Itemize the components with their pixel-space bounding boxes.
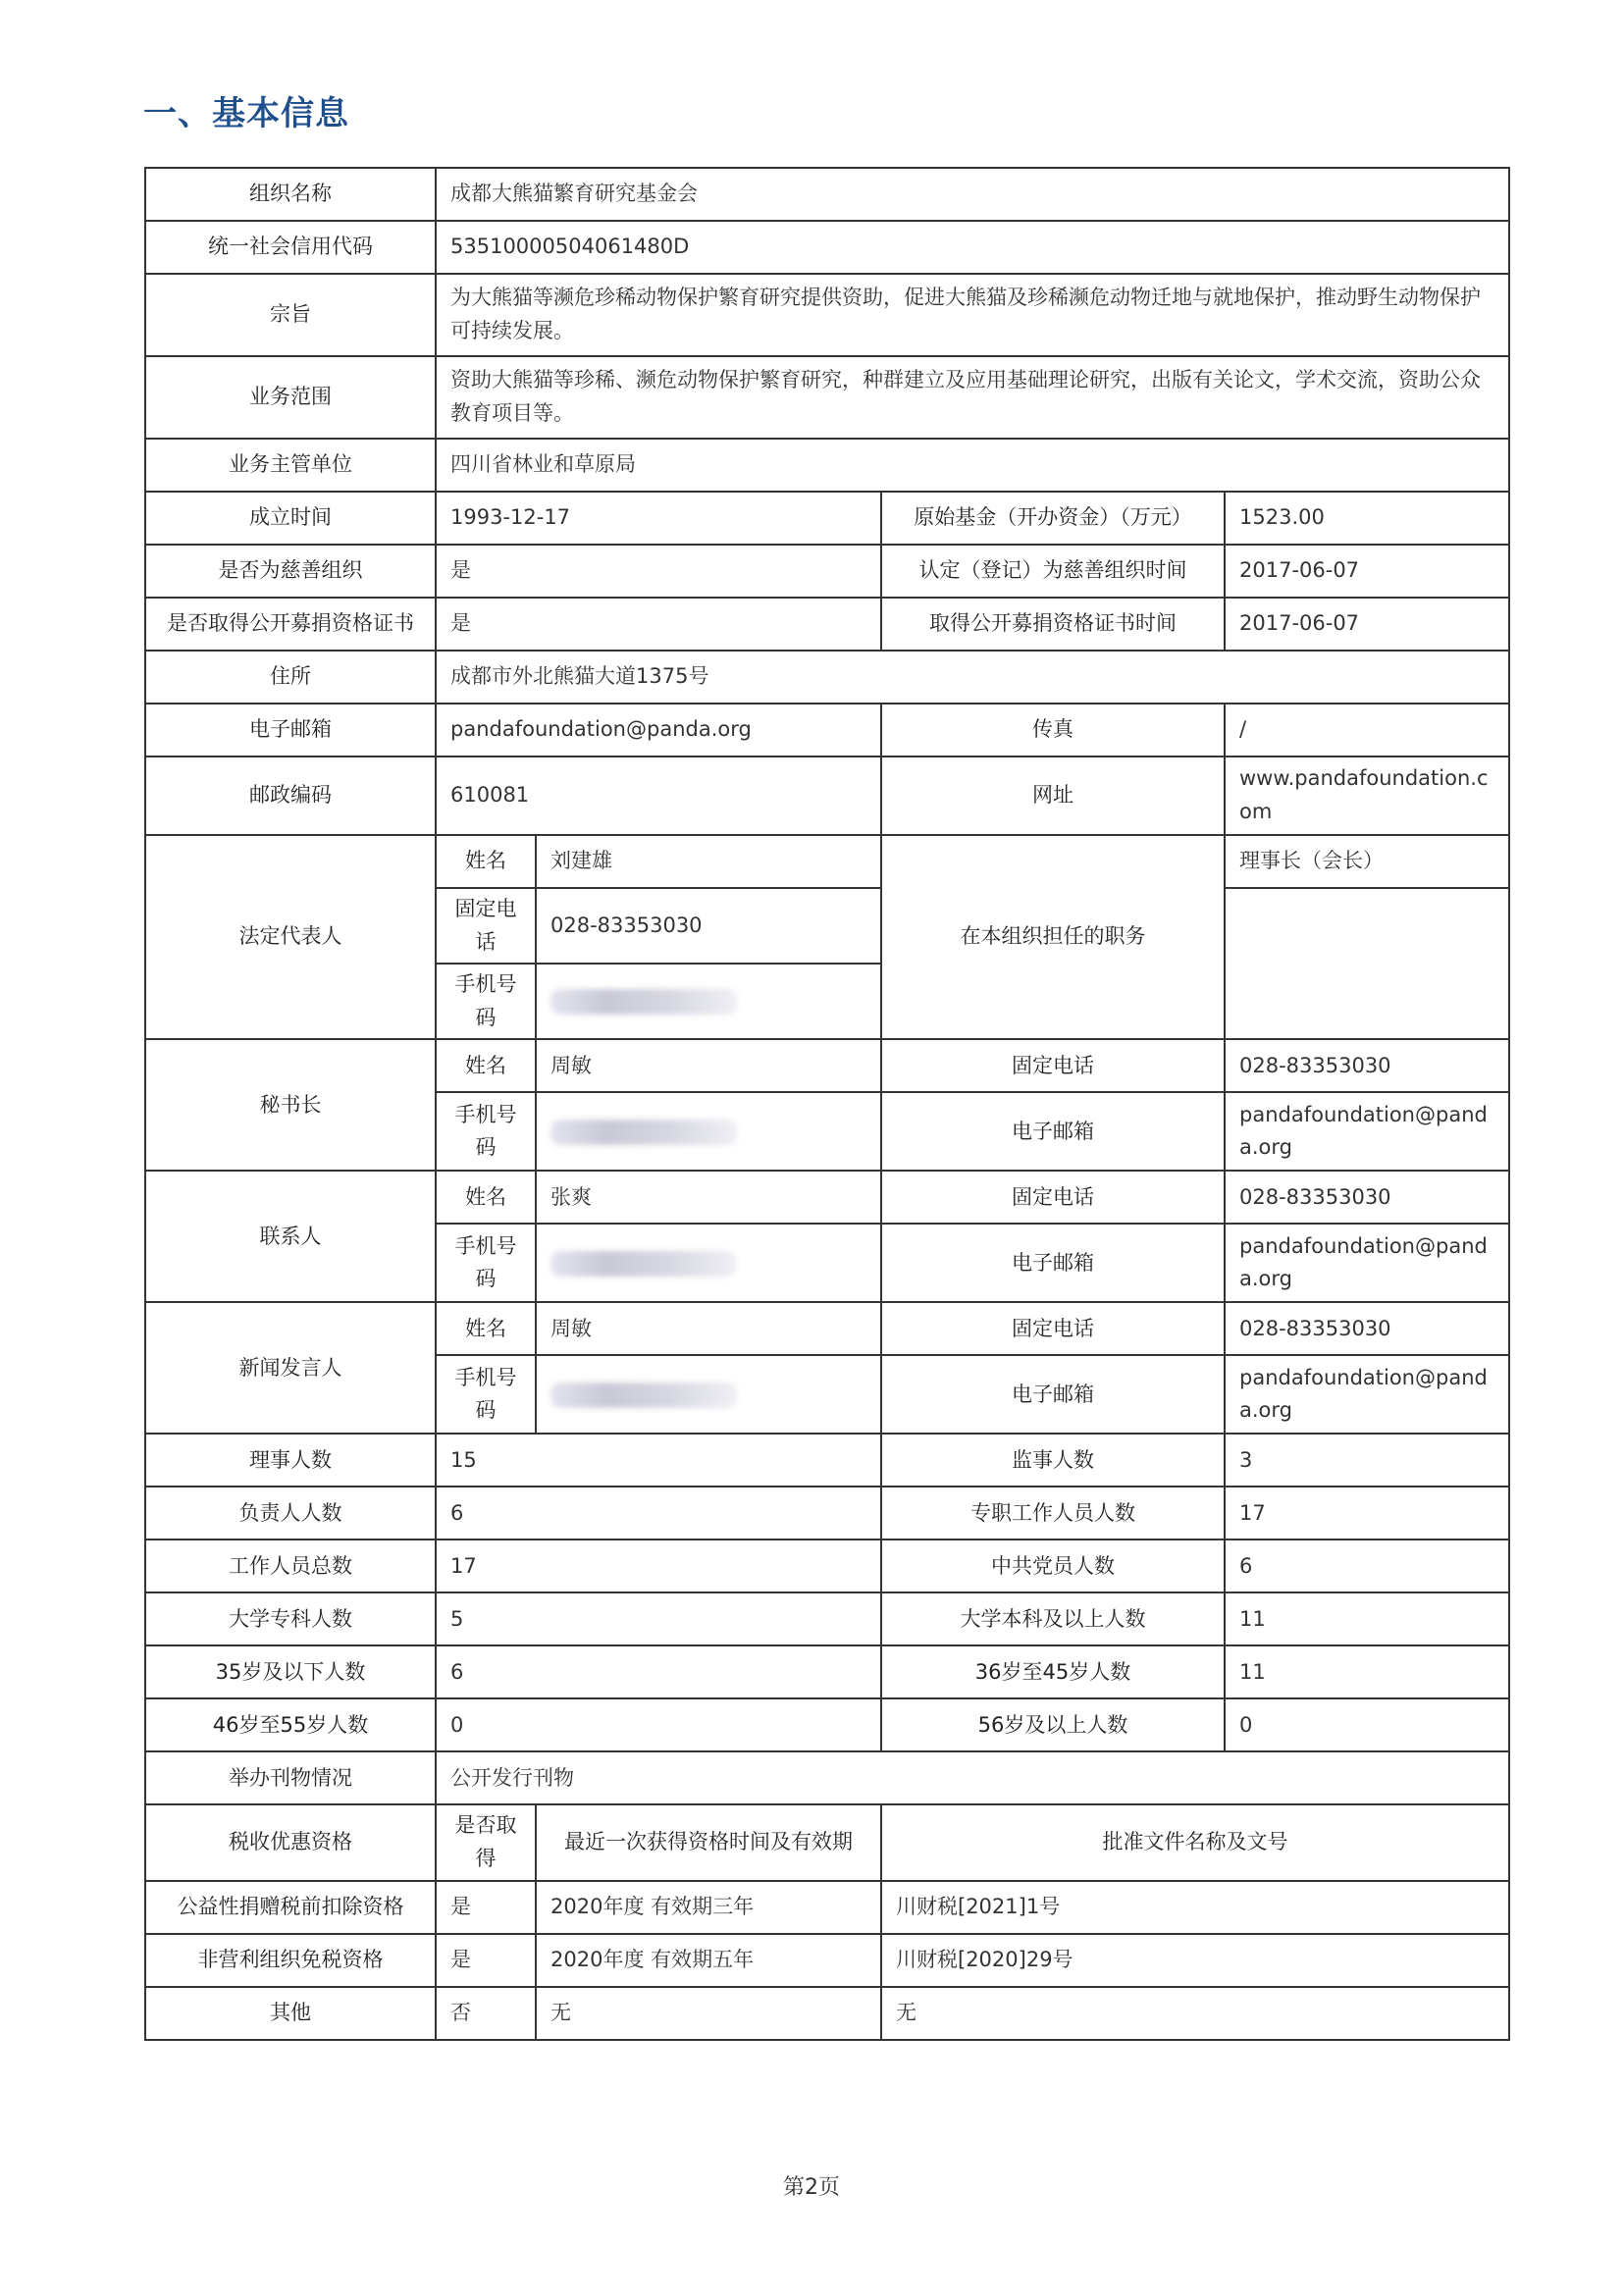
purpose-value[interactable]: 为大熊猫等濒危珍稀动物保护繁育研究提供资助，促进大熊猫及珍稀濒危动物迁地与就地保护，推动野生动物保护可持续发展。 <box>436 274 1509 356</box>
stats-row <box>145 1434 1509 1487</box>
org-name-label: 组织名称 <box>145 168 436 221</box>
section-title: 一、基本信息 <box>143 94 349 133</box>
fund-label: 原始基金（开办资金）（万元） <box>881 492 1225 545</box>
public-cert-label: 是否取得公开募捐资格证书 <box>145 598 436 651</box>
stat-label: 36岁至45岁人数 <box>881 1645 1225 1698</box>
secretary-mobile-value[interactable] <box>536 1092 881 1171</box>
tax-row-label: 其他 <box>145 1987 436 2040</box>
stat-value[interactable]: 0 <box>436 1698 881 1751</box>
basic-info-table <box>144 167 1510 2041</box>
stat-value[interactable]: 17 <box>1225 1487 1509 1539</box>
contact-mobile-value[interactable] <box>536 1224 881 1302</box>
org-name-value[interactable]: 成都大熊猫繁育研究基金会 <box>436 168 1509 221</box>
contact-email-value[interactable]: pandafoundation@panda.org <box>1225 1224 1509 1302</box>
redacted-mobile <box>550 1251 737 1277</box>
postcode-value[interactable]: 610081 <box>436 757 881 835</box>
redacted-mobile <box>550 1120 737 1145</box>
spokesperson-mobile-value[interactable] <box>536 1355 881 1434</box>
charity-date-label: 认定（登记）为慈善组织时间 <box>881 545 1225 598</box>
legal-rep-phone-label: 固定电话 <box>436 888 536 964</box>
spokesperson-phone-label: 固定电话 <box>881 1302 1225 1355</box>
tax-row <box>145 1934 1509 1987</box>
legal-rep-phone-value[interactable]: 028-83353030 <box>536 888 881 964</box>
row-supervisor <box>145 439 1509 492</box>
tax-row-period[interactable]: 2020年度 有效期三年 <box>536 1881 881 1934</box>
stat-label: 理事人数 <box>145 1434 436 1487</box>
tax-row-obtained[interactable]: 是 <box>436 1881 536 1934</box>
tax-row-period[interactable]: 2020年度 有效期五年 <box>536 1934 881 1987</box>
tax-row-doc[interactable]: 川财税[2021]1号 <box>881 1881 1509 1934</box>
tax-header-doc: 批准文件名称及文号 <box>881 1804 1509 1880</box>
legal-rep-position-extra[interactable] <box>1225 888 1509 1039</box>
stat-label: 大学专科人数 <box>145 1592 436 1645</box>
row-contact-name <box>145 1171 1509 1224</box>
row-charity <box>145 545 1509 598</box>
fax-label: 传真 <box>881 704 1225 757</box>
secretary-email-value[interactable]: pandafoundation@panda.org <box>1225 1092 1509 1171</box>
legal-rep-position-label: 在本组织担任的职务 <box>881 835 1225 1039</box>
stat-value[interactable]: 17 <box>436 1539 881 1592</box>
website-value[interactable]: www.pandafoundation.com <box>1225 757 1509 835</box>
row-secretary-name <box>145 1039 1509 1092</box>
contact-name-label: 姓名 <box>436 1171 536 1224</box>
row-postcode <box>145 757 1509 835</box>
tax-row-doc[interactable]: 无 <box>881 1987 1509 2040</box>
stats-row <box>145 1539 1509 1592</box>
row-legal-rep-name <box>145 835 1509 888</box>
stat-value[interactable]: 0 <box>1225 1698 1509 1751</box>
public-cert-value[interactable]: 是 <box>436 598 881 651</box>
founded-value[interactable]: 1993-12-17 <box>436 492 881 545</box>
stats-row <box>145 1592 1509 1645</box>
stats-row <box>145 1487 1509 1539</box>
tax-row <box>145 1881 1509 1934</box>
stat-value[interactable]: 6 <box>436 1645 881 1698</box>
credit-code-label: 统一社会信用代码 <box>145 221 436 274</box>
tax-row-obtained[interactable]: 否 <box>436 1987 536 2040</box>
supervisor-label: 业务主管单位 <box>145 439 436 492</box>
purpose-label: 宗旨 <box>145 274 436 356</box>
address-value[interactable]: 成都市外北熊猫大道1375号 <box>436 651 1509 704</box>
contact-label: 联系人 <box>145 1171 436 1302</box>
stat-value[interactable]: 6 <box>1225 1539 1509 1592</box>
fund-value[interactable]: 1523.00 <box>1225 492 1509 545</box>
stat-label: 负责人人数 <box>145 1487 436 1539</box>
scope-label: 业务范围 <box>145 356 436 439</box>
spokesperson-name-value[interactable]: 周敏 <box>536 1302 881 1355</box>
stat-label: 56岁及以上人数 <box>881 1698 1225 1751</box>
secretary-phone-value[interactable]: 028-83353030 <box>1225 1039 1509 1092</box>
tax-row-doc[interactable]: 川财税[2020]29号 <box>881 1934 1509 1987</box>
contact-phone-label: 固定电话 <box>881 1171 1225 1224</box>
contact-phone-value[interactable]: 028-83353030 <box>1225 1171 1509 1224</box>
stat-value[interactable]: 15 <box>436 1434 881 1487</box>
credit-code-value[interactable]: 53510000504061480D <box>436 221 1509 274</box>
stat-value[interactable]: 11 <box>1225 1592 1509 1645</box>
redacted-mobile <box>550 989 737 1015</box>
publication-value[interactable]: 公开发行刊物 <box>436 1751 1509 1804</box>
contact-name-value[interactable]: 张爽 <box>536 1171 881 1224</box>
row-org-name <box>145 168 1509 221</box>
row-purpose <box>145 274 1509 356</box>
stat-value[interactable]: 6 <box>436 1487 881 1539</box>
row-public-cert <box>145 598 1509 651</box>
website-label: 网址 <box>881 757 1225 835</box>
charity-value[interactable]: 是 <box>436 545 881 598</box>
stat-label: 大学本科及以上人数 <box>881 1592 1225 1645</box>
tax-header-row <box>145 1804 1509 1880</box>
secretary-phone-label: 固定电话 <box>881 1039 1225 1092</box>
stat-label: 中共党员人数 <box>881 1539 1225 1592</box>
fax-value[interactable]: / <box>1225 704 1509 757</box>
secretary-name-label: 姓名 <box>436 1039 536 1092</box>
spokesperson-phone-value[interactable]: 028-83353030 <box>1225 1302 1509 1355</box>
stat-label: 监事人数 <box>881 1434 1225 1487</box>
redacted-mobile <box>550 1383 737 1408</box>
contact-mobile-label: 手机号码 <box>436 1224 536 1302</box>
row-founded <box>145 492 1509 545</box>
stat-value[interactable]: 3 <box>1225 1434 1509 1487</box>
row-spokesperson-name <box>145 1302 1509 1355</box>
row-scope <box>145 356 1509 439</box>
secretary-mobile-label: 手机号码 <box>436 1092 536 1171</box>
address-label: 住所 <box>145 651 436 704</box>
tax-row-obtained[interactable]: 是 <box>436 1934 536 1987</box>
row-publication <box>145 1751 1509 1804</box>
legal-rep-mobile-label: 手机号码 <box>436 964 536 1039</box>
legal-rep-label: 法定代表人 <box>145 835 436 1039</box>
email-value[interactable]: pandafoundation@panda.org <box>436 704 881 757</box>
legal-rep-name-label: 姓名 <box>436 835 536 888</box>
stat-label: 35岁及以下人数 <box>145 1645 436 1698</box>
secretary-label: 秘书长 <box>145 1039 436 1171</box>
tax-row-label: 非营利组织免税资格 <box>145 1934 436 1987</box>
charity-date-value[interactable]: 2017-06-07 <box>1225 545 1509 598</box>
spokesperson-mobile-label: 手机号码 <box>436 1355 536 1434</box>
publication-label: 举办刊物情况 <box>145 1751 436 1804</box>
charity-label: 是否为慈善组织 <box>145 545 436 598</box>
legal-rep-mobile-value[interactable] <box>536 964 881 1039</box>
tax-row <box>145 1987 1509 2040</box>
stat-label: 工作人员总数 <box>145 1539 436 1592</box>
legal-rep-position-value[interactable]: 理事长（会长） <box>1225 835 1509 888</box>
row-email <box>145 704 1509 757</box>
stats-row <box>145 1645 1509 1698</box>
stat-label: 专职工作人员人数 <box>881 1487 1225 1539</box>
scope-value[interactable]: 资助大熊猫等珍稀、濒危动物保护繁育研究，种群建立及应用基础理论研究，出版有关论文，学术交流，资助公众教育项目等。 <box>436 356 1509 439</box>
spokesperson-name-label: 姓名 <box>436 1302 536 1355</box>
row-address <box>145 651 1509 704</box>
stat-label: 46岁至55岁人数 <box>145 1698 436 1751</box>
tax-header-obtained: 是否取得 <box>436 1804 536 1880</box>
public-cert-date-label: 取得公开募捐资格证书时间 <box>881 598 1225 651</box>
contact-email-label: 电子邮箱 <box>881 1224 1225 1302</box>
stat-value[interactable]: 5 <box>436 1592 881 1645</box>
secretary-email-label: 电子邮箱 <box>881 1092 1225 1171</box>
founded-label: 成立时间 <box>145 492 436 545</box>
email-label: 电子邮箱 <box>145 704 436 757</box>
secretary-name-value[interactable]: 周敏 <box>536 1039 881 1092</box>
tax-header-label: 税收优惠资格 <box>145 1804 436 1880</box>
stat-value[interactable]: 11 <box>1225 1645 1509 1698</box>
page-number: 第2页 <box>783 2175 840 2200</box>
stats-row <box>145 1698 1509 1751</box>
spokesperson-email-label: 电子邮箱 <box>881 1355 1225 1434</box>
tax-row-period[interactable]: 无 <box>536 1987 881 2040</box>
public-cert-date-value[interactable]: 2017-06-07 <box>1225 598 1509 651</box>
spokesperson-label: 新闻发言人 <box>145 1302 436 1434</box>
tax-row-label: 公益性捐赠税前扣除资格 <box>145 1881 436 1934</box>
spokesperson-email-value[interactable]: pandafoundation@panda.org <box>1225 1355 1509 1434</box>
postcode-label: 邮政编码 <box>145 757 436 835</box>
supervisor-value[interactable]: 四川省林业和草原局 <box>436 439 1509 492</box>
row-credit-code <box>145 221 1509 274</box>
tax-header-period: 最近一次获得资格时间及有效期 <box>536 1804 881 1880</box>
legal-rep-name-value[interactable]: 刘建雄 <box>536 835 881 888</box>
